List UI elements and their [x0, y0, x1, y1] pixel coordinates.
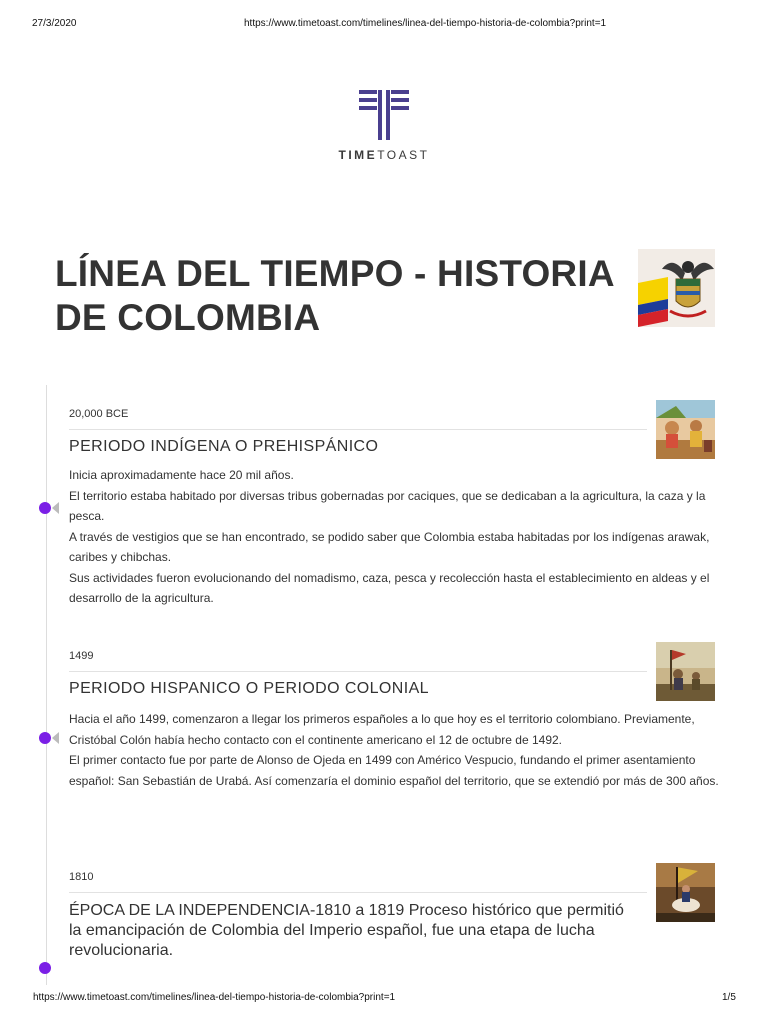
event-description: Inicia aproximadamente hace 20 mil años. El territorio estaba habitado por diversas tribus gobernadas por caciques, que se dedicaban a la agricultura, la caza y la pesca. A través de vestigios que se han encontrado, se podido saber que Colombia estaba habitadas por los indígenas arawak, caribes y chibchas. Sus actividades fueron evolucionando del nomadismo, caza, pesca y recolección hasta el establecimiento en aldeas y el desarrollo de la agricultura.	[69, 468, 710, 605]
event-divider	[69, 429, 647, 430]
timeline-event	[69, 408, 719, 605]
event-date: 20,000 BCE	[69, 408, 129, 420]
event-title: PERIODO INDÍGENA O PREHISPÁNICO	[69, 438, 379, 455]
timeline-event	[69, 650, 719, 788]
logo-wordmark: TIMETOAST	[338, 148, 430, 162]
print-date: 27/3/2020	[32, 18, 77, 29]
footer-url[interactable]: https://www.timetoast.com/timelines/linea-del-tiempo-historia-de-colombia?print=1	[33, 992, 396, 1003]
indigenous-period-image	[656, 400, 715, 459]
timetoast-logo-icon	[359, 90, 409, 140]
colombia-coat-of-arms-image	[638, 249, 715, 327]
print-url[interactable]: https://www.timetoast.com/timelines/linea-del-tiempo-historia-de-colombia?print=1	[244, 18, 607, 29]
event-title: PERIODO HISPANICO O PERIODO COLONIAL	[69, 680, 429, 697]
event-date: 1499	[69, 650, 94, 662]
timeline-event	[69, 871, 719, 959]
event-date: 1810	[69, 871, 94, 883]
page-number: 1/5	[722, 992, 736, 1003]
timeline-marker[interactable]	[39, 961, 61, 975]
timeline-marker[interactable]	[39, 731, 61, 745]
page-title: LÍNEA DEL TIEMPO - HISTORIA DE COLOMBIA	[55, 253, 614, 338]
timetoast-logo[interactable]	[334, 90, 434, 162]
event-title: ÉPOCA DE LA INDEPENDENCIA-1810 a 1819 Proceso histórico que permitió la emancipación de Colombia del Imperio español, fue una etapa de lucha revolucionaria.	[69, 902, 624, 959]
timeline-marker[interactable]	[39, 501, 61, 515]
timeline-line	[46, 385, 47, 985]
event-divider	[69, 892, 647, 893]
event-description: Hacia el año 1499, comenzaron a llegar los primeros españoles a lo que hoy es el territorio colombiano. Previamente, Cristóbal Colón había hecho contacto con el continente americano el 12 de octubre de 1492. El primer contacto fue por parte de Alonso de Ojeda en 1499 con Américo Vespucio, fundando el primer asentamiento español: San Sebastián de Urabá. Así comenzaría el dominio español del territorio, que se extendió por más de 300 años.	[69, 712, 719, 788]
event-divider	[69, 671, 647, 672]
independence-period-image	[656, 863, 715, 922]
colonial-period-image	[656, 642, 715, 701]
